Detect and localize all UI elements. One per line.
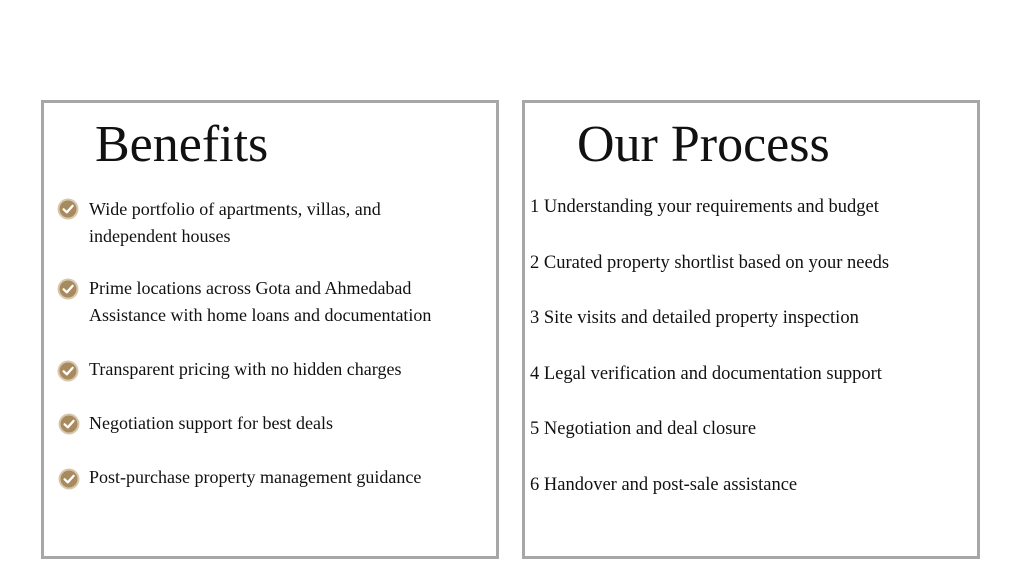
process-step: 3 Site visits and detailed property inspection bbox=[530, 308, 859, 328]
check-circle-icon bbox=[57, 198, 79, 220]
benefits-panel bbox=[41, 100, 499, 559]
process-step: 4 Legal verification and documentation support bbox=[530, 364, 882, 384]
check-circle-icon bbox=[58, 413, 80, 435]
process-title: Our Process bbox=[577, 116, 830, 173]
benefit-text: Assistance with home loans and documentation bbox=[89, 305, 432, 325]
check-circle-icon bbox=[57, 360, 79, 382]
process-step: 5 Negotiation and deal closure bbox=[530, 419, 757, 439]
benefit-text: Negotiation support for best deals bbox=[89, 413, 333, 433]
benefit-text: Prime locations across Gota and Ahmedabad bbox=[89, 278, 412, 298]
process-step: 6 Handover and post-sale assistance bbox=[530, 475, 798, 495]
check-circle-icon bbox=[58, 468, 80, 490]
process-step: 2 Curated property shortlist based on your needs bbox=[530, 253, 890, 273]
benefits-title: Benefits bbox=[95, 116, 269, 173]
process-step: 1 Understanding your requirements and budget bbox=[530, 197, 879, 217]
process-panel bbox=[522, 100, 980, 559]
benefit-text: independent houses bbox=[89, 226, 231, 246]
benefit-text: Post-purchase property management guidance bbox=[89, 467, 422, 487]
benefit-text: Wide portfolio of apartments, villas, and bbox=[89, 199, 381, 219]
check-circle-icon bbox=[57, 278, 79, 300]
benefit-text: Transparent pricing with no hidden charges bbox=[89, 359, 402, 379]
